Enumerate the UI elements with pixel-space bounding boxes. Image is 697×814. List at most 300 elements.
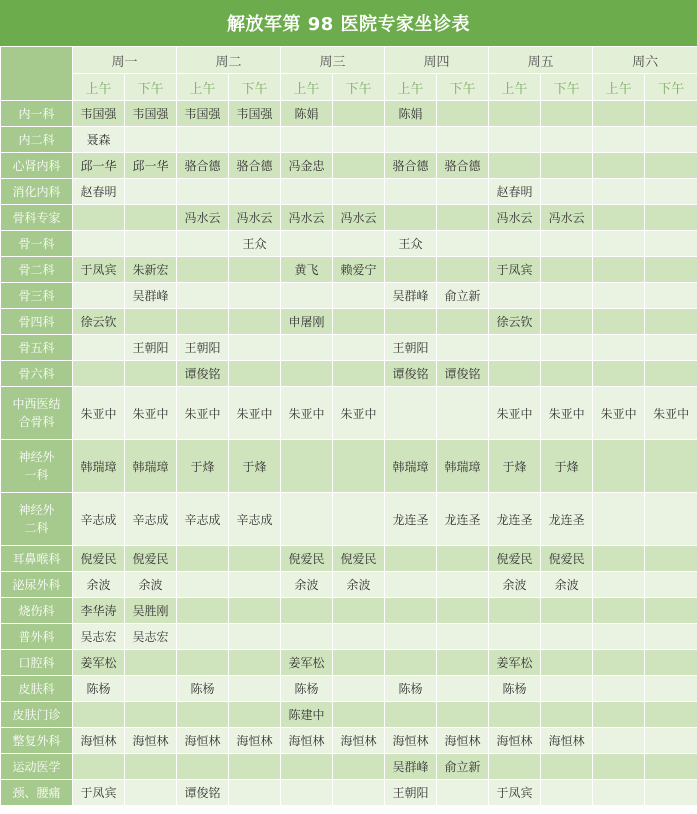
table-row [1, 179, 697, 205]
doctor-cell [593, 179, 645, 205]
doctor-cell [333, 676, 385, 702]
doctor-cell [229, 676, 281, 702]
doctor-cell: 辛志成 [177, 493, 229, 546]
doctor-cell [125, 361, 177, 387]
doctor-cell: 海恒林 [73, 728, 125, 754]
doctor-cell [73, 205, 125, 231]
doctor-cell [385, 257, 437, 283]
doctor-cell: 韩瑞璋 [125, 440, 177, 493]
doctor-cell [437, 257, 489, 283]
doctor-cell [645, 754, 697, 780]
doctor-cell: 龙连圣 [541, 493, 593, 546]
doctor-cell [645, 205, 697, 231]
doctor-cell: 赵春明 [73, 179, 125, 205]
doctor-cell [229, 754, 281, 780]
doctor-cell [229, 624, 281, 650]
department-name-line: 合骨科 [18, 415, 55, 429]
doctor-cell [437, 780, 489, 806]
doctor-cell [437, 650, 489, 676]
doctor-cell: 朱亚中 [229, 387, 281, 440]
doctor-cell [593, 572, 645, 598]
doctor-cell [229, 572, 281, 598]
doctor-cell [385, 205, 437, 231]
doctor-cell [333, 361, 385, 387]
doctor-cell [437, 205, 489, 231]
doctor-cell [333, 650, 385, 676]
doctor-cell [229, 127, 281, 153]
doctor-cell: 于凤宾 [489, 257, 541, 283]
doctor-cell [385, 387, 437, 440]
doctor-cell [177, 231, 229, 257]
doctor-cell [645, 153, 697, 179]
doctor-cell [593, 127, 645, 153]
doctor-cell [489, 153, 541, 179]
table-row [1, 309, 697, 335]
half-day-header-row [1, 74, 697, 101]
doctor-cell: 黄飞 [281, 257, 333, 283]
doctor-cell [73, 702, 125, 728]
doctor-cell: 冯水云 [281, 205, 333, 231]
doctor-cell: 余波 [73, 572, 125, 598]
doctor-cell: 陈杨 [489, 676, 541, 702]
doctor-cell [541, 101, 593, 127]
department-name: 内一科 [1, 101, 73, 127]
doctor-cell [385, 546, 437, 572]
doctor-cell [125, 127, 177, 153]
doctor-cell [437, 598, 489, 624]
doctor-cell [645, 179, 697, 205]
doctor-cell: 朱亚中 [645, 387, 697, 440]
doctor-cell [437, 309, 489, 335]
doctor-cell [333, 440, 385, 493]
day-header: 周四 [385, 47, 489, 74]
doctor-cell [385, 179, 437, 205]
doctor-cell: 王朝阳 [385, 780, 437, 806]
doctor-cell [645, 101, 697, 127]
doctor-cell [333, 754, 385, 780]
doctor-cell [489, 624, 541, 650]
doctor-cell [385, 650, 437, 676]
morning-header: 上午 [177, 74, 229, 101]
doctor-cell: 海恒林 [125, 728, 177, 754]
doctor-cell: 韦国强 [177, 101, 229, 127]
doctor-cell [645, 493, 697, 546]
doctor-cell [645, 780, 697, 806]
doctor-cell: 姜军松 [489, 650, 541, 676]
doctor-cell: 姜军松 [73, 650, 125, 676]
doctor-cell [541, 702, 593, 728]
doctor-cell [333, 179, 385, 205]
department-name: 内二科 [1, 127, 73, 153]
doctor-cell [645, 650, 697, 676]
doctor-cell [645, 598, 697, 624]
doctor-cell [333, 335, 385, 361]
doctor-cell [541, 361, 593, 387]
doctor-cell: 陈娟 [385, 101, 437, 127]
department-name: 口腔科 [1, 650, 73, 676]
doctor-cell [177, 702, 229, 728]
doctor-cell: 朱亚中 [73, 387, 125, 440]
morning-header: 上午 [281, 74, 333, 101]
doctor-cell [645, 728, 697, 754]
doctor-cell: 骆合德 [177, 153, 229, 179]
doctor-cell [541, 231, 593, 257]
doctor-cell [125, 179, 177, 205]
doctor-cell [333, 127, 385, 153]
doctor-cell: 王众 [385, 231, 437, 257]
doctor-cell [73, 754, 125, 780]
department-name: 耳鼻喉科 [1, 546, 73, 572]
doctor-cell: 余波 [125, 572, 177, 598]
doctor-cell: 冯水云 [489, 205, 541, 231]
doctor-cell [73, 231, 125, 257]
doctor-cell: 于烽 [541, 440, 593, 493]
doctor-cell [541, 676, 593, 702]
doctor-cell: 聂森 [73, 127, 125, 153]
day-header: 周五 [489, 47, 593, 74]
doctor-cell: 朱亚中 [593, 387, 645, 440]
doctor-cell: 倪爱民 [489, 546, 541, 572]
doctor-cell [489, 702, 541, 728]
doctor-cell [541, 257, 593, 283]
day-header: 周六 [593, 47, 697, 74]
doctor-cell [437, 624, 489, 650]
doctor-cell: 于凤宾 [489, 780, 541, 806]
doctor-cell [437, 572, 489, 598]
doctor-cell: 倪爱民 [541, 546, 593, 572]
doctor-cell [541, 283, 593, 309]
table-row [1, 283, 697, 309]
department-name: 骨二科 [1, 257, 73, 283]
doctor-cell: 韩瑞璋 [437, 440, 489, 493]
doctor-cell: 龙连圣 [385, 493, 437, 546]
doctor-cell [645, 440, 697, 493]
doctor-cell [645, 127, 697, 153]
doctor-cell [177, 257, 229, 283]
doctor-cell [229, 598, 281, 624]
doctor-cell [385, 572, 437, 598]
doctor-cell [333, 153, 385, 179]
department-name: 消化内科 [1, 179, 73, 205]
department-name [1, 493, 73, 546]
department-name: 心肾内科 [1, 153, 73, 179]
doctor-cell [593, 624, 645, 650]
doctor-cell: 陈杨 [281, 676, 333, 702]
department-name: 普外科 [1, 624, 73, 650]
doctor-cell: 韦国强 [229, 101, 281, 127]
table-row [1, 153, 697, 179]
doctor-cell: 徐云钦 [489, 309, 541, 335]
doctor-cell: 俞立新 [437, 754, 489, 780]
doctor-cell [125, 702, 177, 728]
doctor-cell: 吴志宏 [73, 624, 125, 650]
doctor-cell: 吴志宏 [125, 624, 177, 650]
doctor-cell [489, 127, 541, 153]
doctor-cell [73, 335, 125, 361]
doctor-cell [489, 231, 541, 257]
doctor-cell [385, 624, 437, 650]
doctor-cell [489, 361, 541, 387]
doctor-cell [177, 624, 229, 650]
doctor-cell: 韦国强 [73, 101, 125, 127]
morning-header: 上午 [489, 74, 541, 101]
department-name: 骨科专家 [1, 205, 73, 231]
department-name: 整复外科 [1, 728, 73, 754]
doctor-cell [593, 754, 645, 780]
doctor-cell: 谭俊铭 [177, 780, 229, 806]
table-row [1, 598, 697, 624]
table-row [1, 440, 697, 493]
doctor-cell [333, 598, 385, 624]
doctor-cell [645, 283, 697, 309]
department-name-line: 神经外 [18, 503, 55, 517]
doctor-cell: 王朝阳 [385, 335, 437, 361]
doctor-cell [177, 754, 229, 780]
afternoon-header: 下午 [229, 74, 281, 101]
doctor-cell: 陈娟 [281, 101, 333, 127]
table-row [1, 335, 697, 361]
doctor-cell: 申屠刚 [281, 309, 333, 335]
doctor-cell [333, 702, 385, 728]
doctor-cell [229, 335, 281, 361]
doctor-cell [645, 546, 697, 572]
department-name: 颈、腰痛 [1, 780, 73, 806]
doctor-cell [593, 598, 645, 624]
doctor-cell: 余波 [541, 572, 593, 598]
doctor-cell: 吴群峰 [385, 754, 437, 780]
doctor-cell: 于烽 [489, 440, 541, 493]
doctor-cell [333, 493, 385, 546]
doctor-cell [333, 231, 385, 257]
doctor-cell [177, 572, 229, 598]
table-row [1, 387, 697, 440]
doctor-cell: 朱亚中 [541, 387, 593, 440]
doctor-cell: 赖爱宁 [333, 257, 385, 283]
doctor-cell [437, 335, 489, 361]
doctor-cell [645, 335, 697, 361]
doctor-cell: 冯水云 [333, 205, 385, 231]
doctor-cell [593, 361, 645, 387]
doctor-cell [281, 231, 333, 257]
department-name: 骨四科 [1, 309, 73, 335]
doctor-cell: 余波 [489, 572, 541, 598]
doctor-cell: 陈建中 [281, 702, 333, 728]
doctor-cell: 陈杨 [73, 676, 125, 702]
doctor-cell [437, 546, 489, 572]
doctor-cell: 朱新宏 [125, 257, 177, 283]
doctor-cell [281, 440, 333, 493]
doctor-cell [541, 335, 593, 361]
doctor-cell [229, 179, 281, 205]
doctor-cell: 谭俊铭 [437, 361, 489, 387]
doctor-cell: 姜军松 [281, 650, 333, 676]
doctor-cell [333, 101, 385, 127]
doctor-cell [229, 780, 281, 806]
doctor-cell [229, 650, 281, 676]
doctor-cell [541, 624, 593, 650]
doctor-cell [229, 309, 281, 335]
doctor-cell: 海恒林 [177, 728, 229, 754]
doctor-cell: 谭俊铭 [385, 361, 437, 387]
doctor-cell [281, 598, 333, 624]
doctor-cell: 于凤宾 [73, 257, 125, 283]
doctor-cell [385, 702, 437, 728]
doctor-cell: 徐云钦 [73, 309, 125, 335]
doctor-cell: 海恒林 [333, 728, 385, 754]
doctor-cell [593, 650, 645, 676]
day-header: 周三 [281, 47, 385, 74]
doctor-cell: 辛志成 [73, 493, 125, 546]
table-row [1, 676, 697, 702]
department-name-line: 一科 [24, 468, 49, 482]
department-name-line: 二科 [24, 521, 49, 535]
doctor-cell [593, 676, 645, 702]
doctor-cell [645, 361, 697, 387]
doctor-cell: 倪爱民 [125, 546, 177, 572]
table-row [1, 650, 697, 676]
doctor-cell [593, 780, 645, 806]
doctor-cell: 龙连圣 [489, 493, 541, 546]
table-row [1, 702, 697, 728]
doctor-cell [593, 309, 645, 335]
doctor-cell: 骆合德 [385, 153, 437, 179]
doctor-cell: 海恒林 [385, 728, 437, 754]
doctor-cell: 龙连圣 [437, 493, 489, 546]
doctor-cell [541, 780, 593, 806]
doctor-cell [73, 283, 125, 309]
doctor-cell [593, 283, 645, 309]
doctor-cell [177, 650, 229, 676]
doctor-cell [177, 179, 229, 205]
doctor-cell [437, 387, 489, 440]
table-row [1, 205, 697, 231]
doctor-cell [541, 127, 593, 153]
table-row [1, 754, 697, 780]
doctor-cell: 吴群峰 [125, 283, 177, 309]
doctor-cell [593, 728, 645, 754]
doctor-cell [645, 702, 697, 728]
doctor-cell [125, 231, 177, 257]
doctor-cell [593, 702, 645, 728]
doctor-cell [645, 309, 697, 335]
doctor-cell: 谭俊铭 [177, 361, 229, 387]
day-header: 周二 [177, 47, 281, 74]
doctor-cell: 骆合德 [437, 153, 489, 179]
doctor-cell [229, 546, 281, 572]
doctor-cell [593, 101, 645, 127]
doctor-cell [281, 754, 333, 780]
doctor-cell [593, 493, 645, 546]
table-row [1, 780, 697, 806]
doctor-cell: 海恒林 [489, 728, 541, 754]
doctor-cell [489, 754, 541, 780]
doctor-cell: 骆合德 [229, 153, 281, 179]
doctor-cell [489, 283, 541, 309]
doctor-cell [125, 676, 177, 702]
department-name [1, 387, 73, 440]
table-row [1, 257, 697, 283]
page-title: 解放军第 98 医院专家坐诊表 [0, 0, 697, 46]
doctor-cell [385, 127, 437, 153]
doctor-cell [125, 309, 177, 335]
morning-header: 上午 [73, 74, 125, 101]
doctor-cell [177, 127, 229, 153]
doctor-cell: 王朝阳 [177, 335, 229, 361]
doctor-cell [229, 283, 281, 309]
table-row [1, 361, 697, 387]
doctor-cell [281, 361, 333, 387]
department-name [1, 440, 73, 493]
doctor-cell [229, 702, 281, 728]
doctor-cell [437, 179, 489, 205]
doctor-cell [437, 676, 489, 702]
doctor-cell [489, 598, 541, 624]
doctor-cell: 朱亚中 [125, 387, 177, 440]
doctor-cell [281, 624, 333, 650]
doctor-cell: 辛志成 [229, 493, 281, 546]
doctor-cell [385, 309, 437, 335]
doctor-cell: 冯水云 [229, 205, 281, 231]
doctor-cell: 韩瑞璋 [73, 440, 125, 493]
doctor-cell: 朱亚中 [177, 387, 229, 440]
doctor-cell [541, 309, 593, 335]
doctor-cell [125, 650, 177, 676]
department-name-line: 中西医结 [12, 397, 61, 411]
doctor-cell [281, 127, 333, 153]
table-row [1, 127, 697, 153]
afternoon-header: 下午 [645, 74, 697, 101]
morning-header: 上午 [385, 74, 437, 101]
doctor-cell [281, 283, 333, 309]
doctor-cell: 赵春明 [489, 179, 541, 205]
doctor-cell: 韦国强 [125, 101, 177, 127]
doctor-cell [541, 754, 593, 780]
doctor-cell: 王朝阳 [125, 335, 177, 361]
doctor-cell: 李华涛 [73, 598, 125, 624]
doctor-cell [333, 283, 385, 309]
department-name: 皮肤门诊 [1, 702, 73, 728]
doctor-cell [541, 598, 593, 624]
doctor-cell [125, 754, 177, 780]
doctor-cell: 吴群峰 [385, 283, 437, 309]
table-row [1, 572, 697, 598]
doctor-cell [645, 572, 697, 598]
afternoon-header: 下午 [541, 74, 593, 101]
doctor-cell: 冯水云 [177, 205, 229, 231]
doctor-cell [437, 127, 489, 153]
department-name: 皮肤科 [1, 676, 73, 702]
doctor-cell [645, 231, 697, 257]
doctor-cell [593, 335, 645, 361]
table-row [1, 546, 697, 572]
doctor-cell [437, 231, 489, 257]
doctor-cell [333, 309, 385, 335]
doctor-cell: 余波 [333, 572, 385, 598]
doctor-cell: 于烽 [229, 440, 281, 493]
doctor-cell [229, 257, 281, 283]
doctor-cell [281, 335, 333, 361]
doctor-cell [541, 179, 593, 205]
afternoon-header: 下午 [333, 74, 385, 101]
doctor-cell [437, 702, 489, 728]
department-name: 泌尿外科 [1, 572, 73, 598]
doctor-cell: 陈杨 [177, 676, 229, 702]
doctor-cell [593, 440, 645, 493]
table-row [1, 624, 697, 650]
doctor-cell [229, 361, 281, 387]
doctor-cell [541, 153, 593, 179]
day-header-row [1, 47, 697, 74]
